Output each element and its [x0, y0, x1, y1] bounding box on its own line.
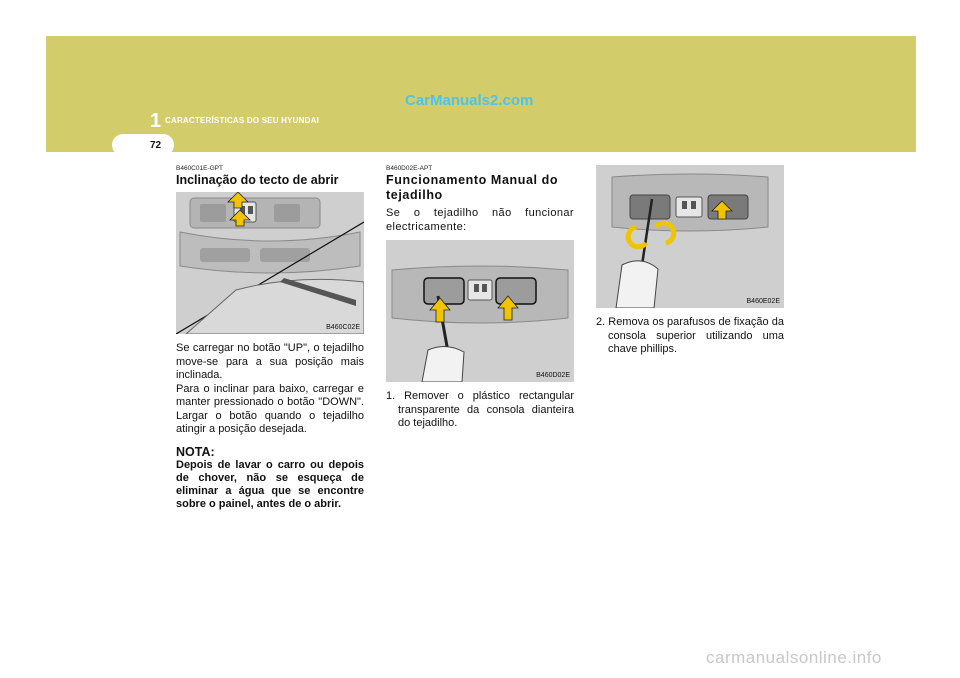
figure-label: B460D02E — [536, 372, 570, 379]
figure-label: B460C02E — [326, 324, 360, 331]
steps-list — [386, 390, 574, 431]
column-tilt — [176, 165, 364, 511]
figure-screws — [596, 165, 784, 308]
header-watermark-link[interactable]: CarManuals2.com — [405, 92, 534, 109]
chapter-title: CARACTERÍSTICAS DO SEU HYUNDAI — [165, 116, 320, 125]
note-title: NOTA: — [176, 444, 215, 459]
illustration-tilt — [176, 192, 364, 334]
footer-watermark-link[interactable]: carmanualsonline.info — [706, 648, 882, 667]
note-text: Depois de lavar o carro ou depois de chover, não se esqueça de eliminar a água que se encontre sobre o painel, antes de o abrir. — [176, 458, 364, 510]
chapter-number: 1 — [150, 110, 162, 132]
column-manual — [386, 165, 574, 431]
figure-manual — [386, 240, 574, 382]
page-number-tab — [112, 134, 174, 156]
section-code: B460D02E-APT — [386, 165, 433, 172]
section-code: B460C01E-GPT — [176, 165, 223, 172]
section-heading: Funcionamento Manual do tejadilho — [386, 173, 559, 202]
manual-intro: Se o tejadilho não funcionar electricamente: — [386, 207, 574, 233]
column-screws — [596, 165, 784, 357]
steps-list — [596, 316, 784, 357]
section-heading: Inclinação do tecto de abrir — [176, 173, 339, 187]
illustration-manual — [386, 240, 574, 382]
illustration-screws — [596, 165, 784, 308]
tilt-paragraph-2: Para o inclinar para baixo, carregar e manter pressionado o botão "DOWN". Largar o botão quando o tejadilho atingir a posição desejada. — [176, 382, 364, 435]
header-band-edge — [46, 152, 916, 155]
figure-label: B460E02E — [746, 298, 780, 305]
page-number: 72 — [150, 140, 162, 151]
step-1: 1. Remover o plástico rectangular transparente da consola dianteira do tejadilho. — [386, 390, 574, 429]
figure-tilt — [176, 192, 364, 334]
step-2: 2. Remova os parafusos de fixação da consola superior utilizando uma chave phillips. — [596, 316, 784, 355]
tilt-paragraph-1: Se carregar no botão "UP", o tejadilho move-se para a sua posição mais inclinada. — [176, 342, 364, 381]
